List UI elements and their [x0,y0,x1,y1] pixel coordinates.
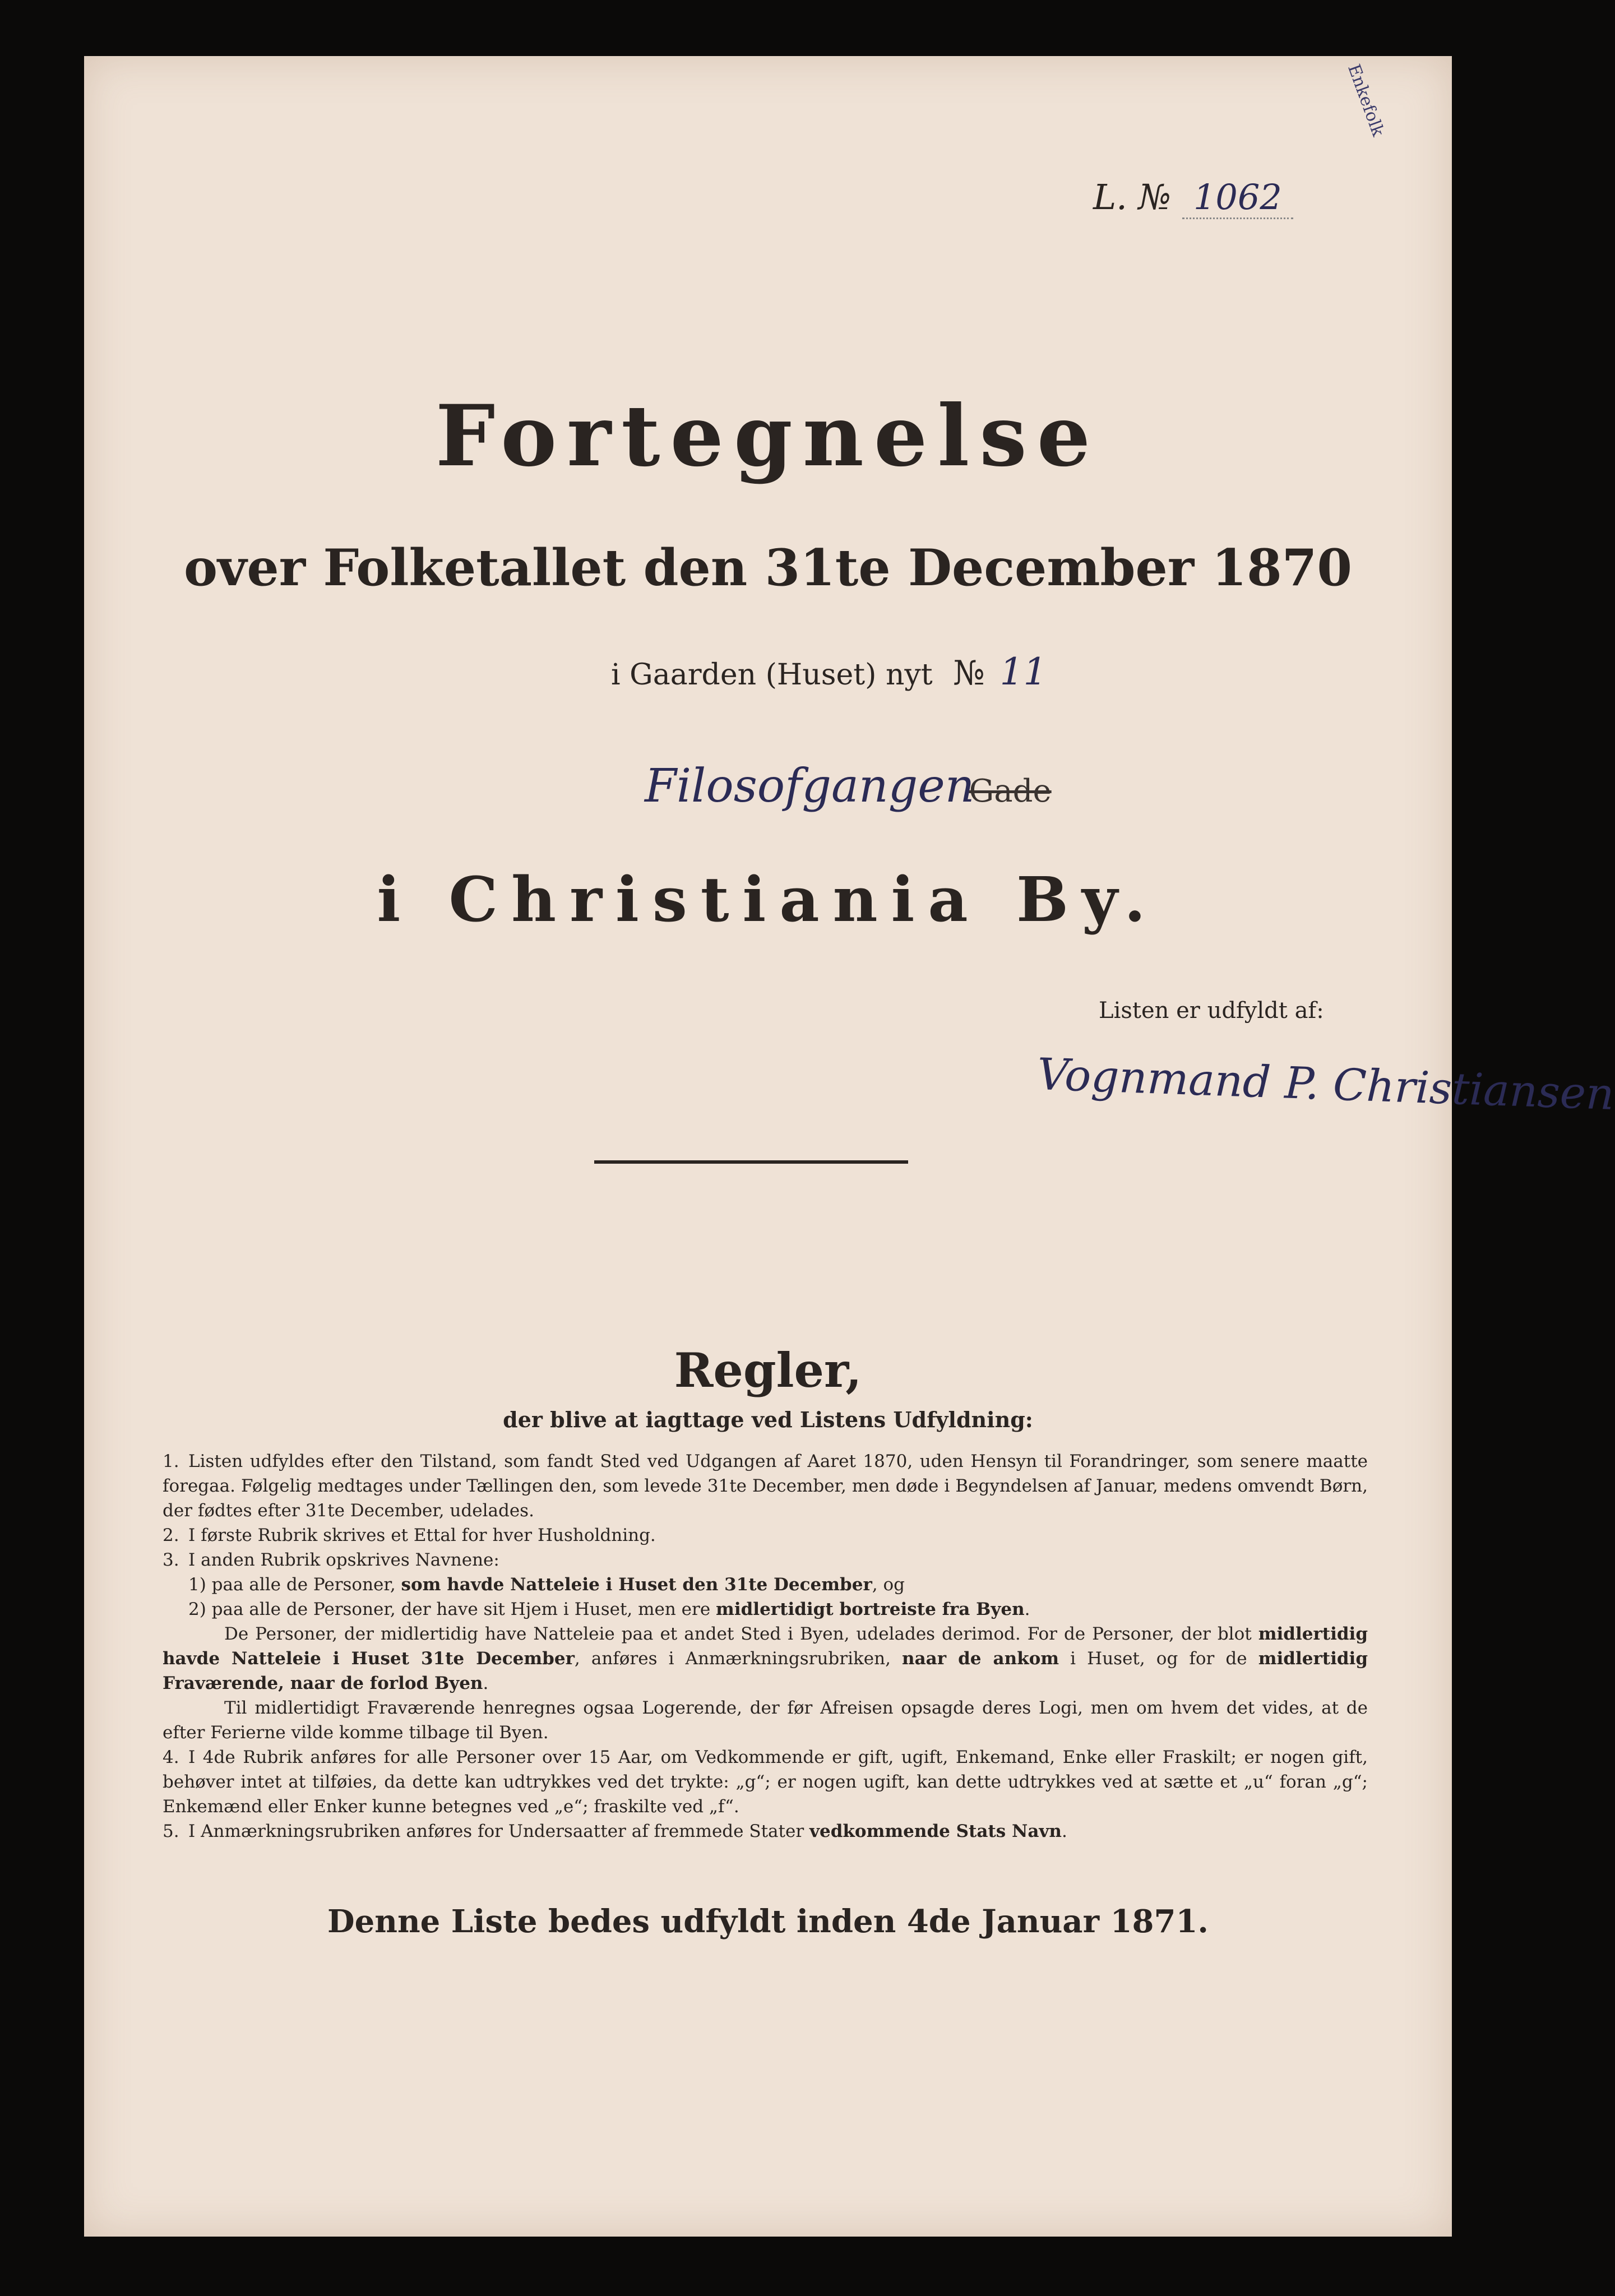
rule-number: 2. [163,1525,179,1545]
rule-3-paragraph-1 [163,1622,1368,1696]
rule-emphasis: vedkommende Stats Navn [809,1821,1062,1841]
rule-3-item-2 [163,1597,1368,1622]
rules-list [163,1449,1368,1844]
rule-text: . [483,1673,489,1693]
rule-emphasis: midlertidig havde Natteleie i Huset 31te December [163,1624,1368,1669]
rule-text: I første Rubrik skrives et Ettal for hver Husholdning. [188,1525,656,1545]
list-number-value: 1062 [1182,177,1293,219]
rule-text: I anden Rubrik opskrives Navnene: [188,1550,499,1570]
list-number-prefix: L. № [1093,177,1172,217]
rule-2 [163,1523,1368,1548]
corner-handwritten-note: Enkefolk [1344,62,1388,139]
house-label: i Gaarden (Huset) nyt [611,658,933,692]
rules-heading: Regler, [674,1343,862,1398]
rule-number: 3. [163,1550,179,1570]
rule-1 [163,1449,1368,1523]
filled-by-label: Listen er udfyldt af: [1099,998,1324,1024]
house-number-symbol: № [953,654,985,693]
rule-text: 2) paa alle de Personer, der have sit Hjem i Huset, men ere [188,1599,711,1619]
divider [594,1160,908,1164]
rule-number: 5. [163,1821,179,1841]
rule-3 [163,1548,1368,1572]
filled-by-name: Vognmand P. Christiansen [1036,1049,1615,1120]
list-number [1093,177,1293,219]
house-line [611,650,1047,693]
rule-text: I Anmærkningsrubriken anføres for Undersaatter af fremmede Stater [188,1821,804,1841]
deadline-notice: Denne Liste bedes udfyldt inden 4de Januar 1871. [327,1903,1209,1940]
rule-emphasis: naar de ankom [902,1649,1059,1669]
rule-text: I 4de Rubrik anføres for alle Personer over 15 Aar, om Vedkommende er gift, ugift, Enkemand, Enke eller Fraskilt; er nogen gift, behøver intet at tilføies, da dette kan udtrykkes ved det trykte: „g“; er nogen ugift, kan dette udtrykkes ved at sætte et „u“ foran „g“; Enkemænd eller Enker kunne betegnes ved „e“; fraskilte ved „f“. [163,1747,1368,1817]
rule-number: 1. [163,1451,179,1471]
rules-subheading: der blive at iagttage ved Listens Udfyldning: [503,1407,1033,1432]
rule-5 [163,1819,1368,1844]
city-heading: i Christiania By. [377,863,1159,936]
rule-emphasis: som havde Natteleie i Huset den 31te December [401,1575,872,1595]
rule-3-paragraph-2: Til midlertidigt Fraværende henregnes ogsaa Logerende, der før Afreisen opsagde deres Logi, men om hvem det vides, at de efter Ferierne vilde komme tilbage til Byen. [163,1698,1368,1743]
street-printed-suffix: Gade [969,773,1052,809]
street-line [645,760,1052,813]
document-title: Fortegnelse [435,387,1101,485]
house-number-value: 11 [999,650,1047,693]
document-subtitle: over Folketallet den 31te December 1870 [184,538,1352,598]
rule-text: Listen udfyldes efter den Tilstand, som fandt Sted ved Udgangen af Aaret 1870, uden Hensyn til Forandringer, som senere maatte foregaa. Følgelig medtages under Tællingen den, som levede 31te December, men døde i Begyndelsen af Januar, medens omvendt Børn, der fødtes efter 31te December, udelades. [163,1451,1368,1521]
rule-text: , anføres i Anmærkningsrubriken, [574,1649,891,1669]
street-name: Filosofgangen [645,760,975,813]
rule-number: 4. [163,1747,179,1767]
rule-emphasis: midlertidigt bortreiste fra Byen [716,1599,1025,1619]
rule-text: . [1024,1599,1030,1619]
rule-3-item-1 [163,1572,1368,1597]
rule-text: , og [872,1575,905,1595]
rule-emphasis: midlertidig Fraværende, naar de forlod Byen [163,1649,1368,1693]
rule-text: i Huset, og for de [1070,1649,1247,1669]
rule-4 [163,1745,1368,1819]
rule-text: . [1061,1821,1067,1841]
rule-text: 1) paa alle de Personer, [188,1575,396,1595]
census-form-page [84,56,1615,2237]
rule-text: De Personer, der midlertidig have Natteleie paa et andet Sted i Byen, udelades derimod. For de Personer, der blot [224,1624,1252,1644]
